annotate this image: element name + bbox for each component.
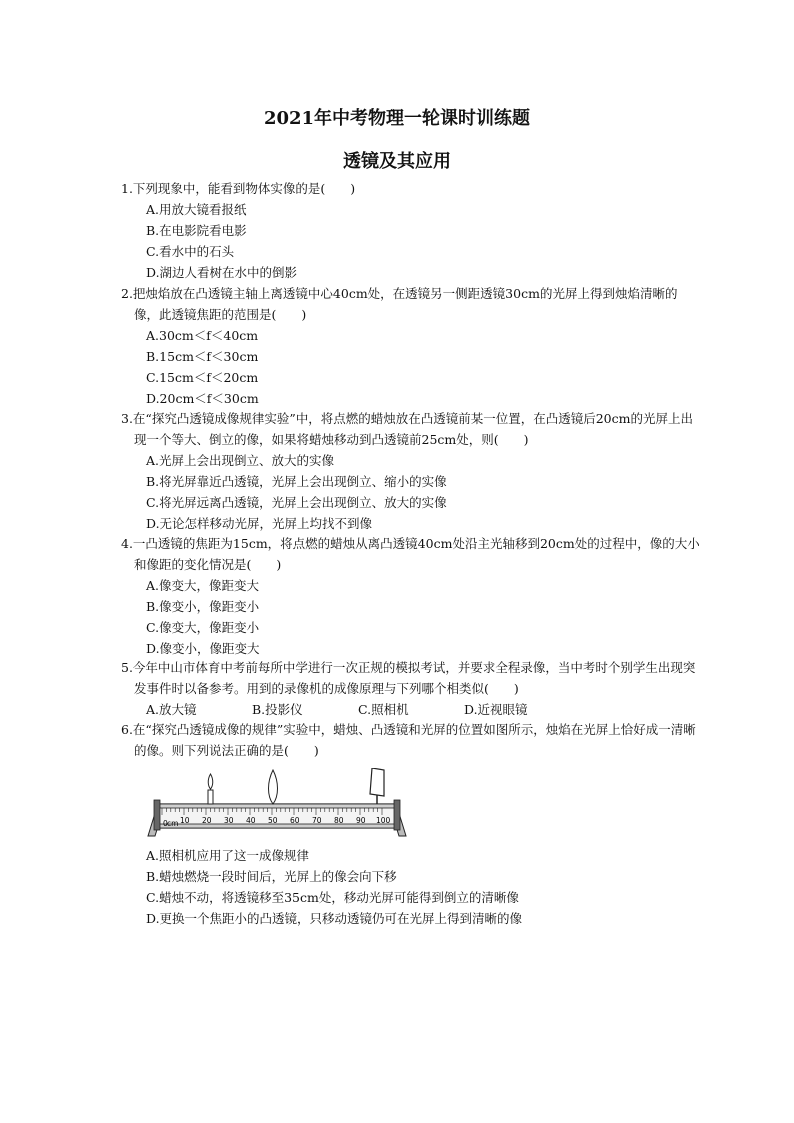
question-1-option-a: A.用放大镜看报纸 bbox=[146, 202, 247, 217]
question-1-option-b: B.在电影院看电影 bbox=[146, 223, 247, 238]
question-4-option-b: B.像变小，像距变小 bbox=[146, 599, 260, 614]
question-4-option-d: D.像变小，像距变大 bbox=[146, 641, 260, 656]
question-6-option-b: B.蜡烛燃烧一段时间后，光屏上的像会向下移 bbox=[146, 869, 397, 884]
page-title: 2021年中考物理一轮课时训练题 bbox=[263, 108, 531, 129]
question-6 bbox=[121, 719, 701, 761]
optical-bench-figure bbox=[146, 768, 408, 838]
page-subtitle: 透镜及其应用 bbox=[343, 151, 451, 172]
question-1 bbox=[121, 178, 701, 283]
ruler-tick-label: 90 bbox=[356, 816, 366, 825]
question-1-stem: 1.下列现象中，能看到物体实像的是( ) bbox=[121, 181, 356, 196]
question-3-option-c: C.将光屏远离凸透镜，光屏上会出现倒立、放大的实像 bbox=[146, 495, 447, 510]
ruler-tick-label: 80 bbox=[334, 816, 344, 825]
question-2-option-c: C.15cm＜f＜20cm bbox=[146, 370, 259, 385]
question-3-option-a: A.光屏上会出现倒立、放大的实像 bbox=[146, 453, 335, 468]
question-1-option-c: C.看水中的石头 bbox=[146, 244, 235, 259]
ruler-unit-label: cm bbox=[167, 819, 179, 828]
question-4-stem: 4.一凸透镜的焦距为15cm，将点燃的蜡烛从离凸透镜40cm处沿主光轴移到20cm处的过程中，像的大小和像距的变化情况是( ) bbox=[121, 536, 700, 572]
question-5-options bbox=[121, 699, 701, 720]
bench-left-end bbox=[154, 800, 160, 830]
question-3-option-b: B.将光屏靠近凸透镜，光屏上会出现倒立、缩小的实像 bbox=[146, 474, 447, 489]
screen-panel bbox=[370, 768, 384, 796]
candle-flame bbox=[208, 774, 213, 789]
question-5-option-d: D.近视眼镜 bbox=[464, 702, 528, 717]
light-screen bbox=[370, 768, 384, 804]
question-2-stem: 2.把烛焰放在凸透镜主轴上离透镜中心40cm处，在透镜另一侧距透镜30cm的光屏上得到烛焰清晰的像，此透镜焦距的范围是( ) bbox=[121, 286, 678, 322]
ruler-label-0: 0 bbox=[163, 819, 168, 828]
ruler-tick-label: 10 bbox=[180, 816, 190, 825]
question-6-option-c: C.蜡烛不动，将透镜移至35cm处，移动光屏可能得到倒立的清晰像 bbox=[146, 890, 519, 905]
question-5-option-a: A.放大镜 bbox=[146, 702, 197, 717]
convex-lens bbox=[269, 770, 278, 804]
candle bbox=[208, 774, 213, 804]
question-3 bbox=[121, 408, 701, 534]
question-4-option-a: A.像变大，像距变大 bbox=[146, 578, 260, 593]
question-5-option-c: C.照相机 bbox=[358, 702, 409, 717]
question-6-option-d: D.更换一个焦距小的凸透镜，只移动透镜仍可在光屏上得到清晰的像 bbox=[146, 911, 523, 926]
question-3-stem: 3.在“探究凸透镜成像规律实验”中，将点燃的蜡烛放在凸透镜前某一位置，在凸透镜后20cm的光屏上出现一个等大、倒立的像，如果将蜡烛移动到凸透镜前25cm处，则( ) bbox=[121, 411, 693, 447]
bench-top-rail bbox=[156, 804, 398, 808]
candle-body bbox=[208, 790, 213, 804]
ruler-tick-label: 60 bbox=[290, 816, 300, 825]
question-4-option-c: C.像变大，像距变小 bbox=[146, 620, 260, 635]
question-5-option-b: B.投影仪 bbox=[252, 702, 303, 717]
question-5-stem: 5.今年中山市体育中考前每所中学进行一次正规的模拟考试，并要求全程录像，当中考时个别学生出现突发事件时以备参考。用到的录像机的成像原理与下列哪个相类似( ) bbox=[121, 660, 696, 696]
question-5 bbox=[121, 657, 701, 720]
ruler-tick-label: 50 bbox=[268, 816, 278, 825]
ruler-tick-label: 40 bbox=[246, 816, 256, 825]
question-6-stem: 6.在“探究凸透镜成像的规律”实验中，蜡烛、凸透镜和光屏的位置如图所示，烛焰在光屏上恰好成一清晰的像。则下列说法正确的是( ) bbox=[121, 722, 696, 758]
question-1-option-d: D.湖边人看树在水中的倒影 bbox=[146, 265, 298, 280]
ruler-tick-label: 100 bbox=[376, 816, 391, 825]
ruler-tick-label: 30 bbox=[224, 816, 234, 825]
ruler-tick-label: 20 bbox=[202, 816, 212, 825]
question-2 bbox=[121, 283, 701, 409]
question-3-option-d: D.无论怎样移动光屏，光屏上均找不到像 bbox=[146, 516, 373, 531]
question-6-options bbox=[121, 845, 701, 929]
bench-right-end bbox=[394, 800, 400, 830]
question-2-option-d: D.20cm＜f＜30cm bbox=[146, 391, 259, 406]
question-6-option-a: A.照相机应用了这一成像规律 bbox=[146, 848, 310, 863]
question-2-option-a: A.30cm＜f＜40cm bbox=[146, 328, 259, 343]
question-2-option-b: B.15cm＜f＜30cm bbox=[146, 349, 259, 364]
ruler-tick-label: 70 bbox=[312, 816, 322, 825]
question-4 bbox=[121, 533, 701, 659]
